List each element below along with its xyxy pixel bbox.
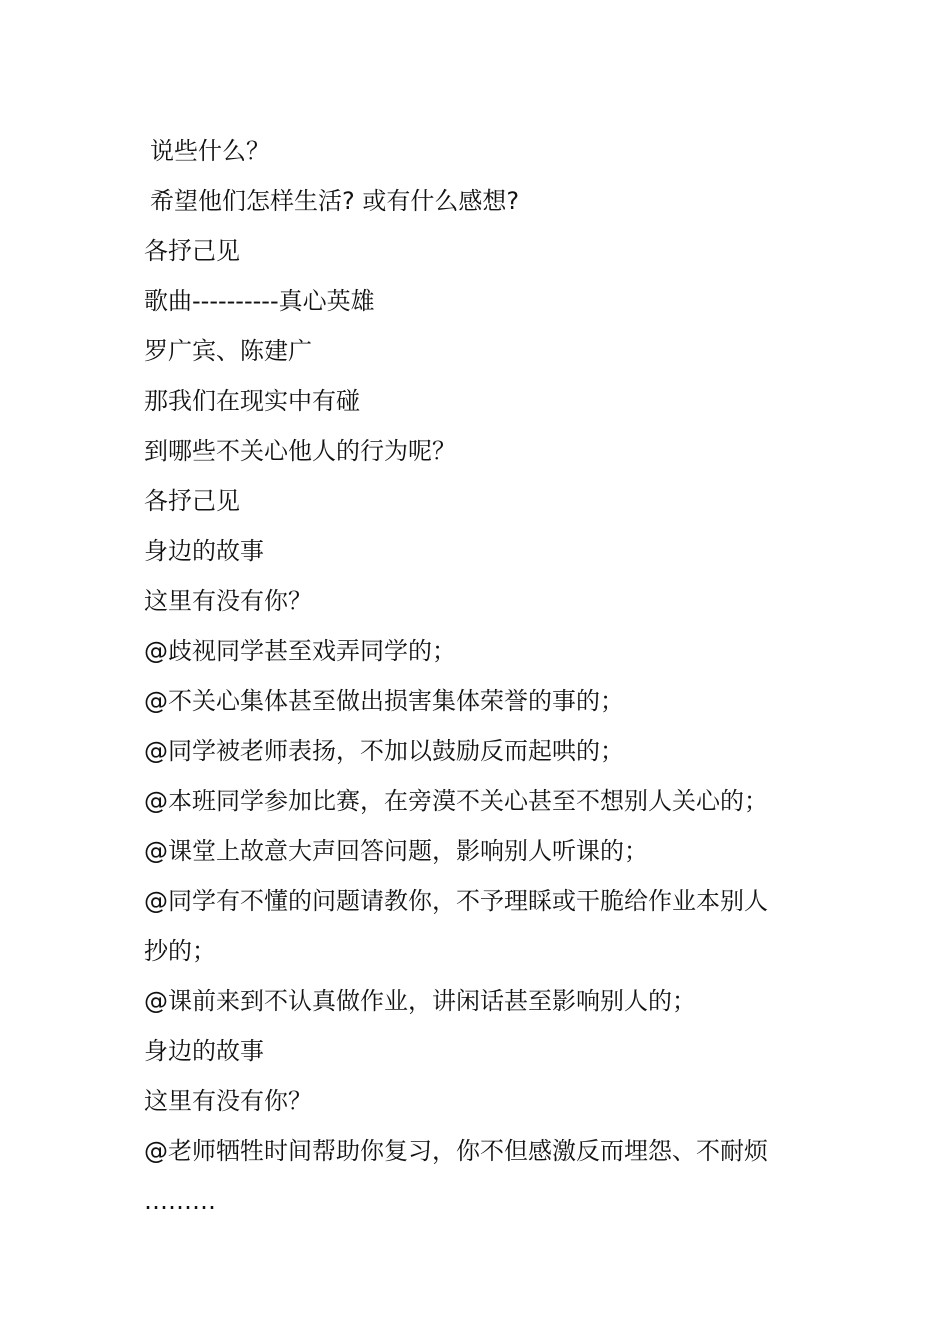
text-line: 罗广宾、陈建广 [144,337,312,365]
document-body [144,126,824,1226]
text-line: 说些什么？ [150,137,270,165]
text-line: 这里有没有你？ [144,587,312,615]
text-line: @不关心集体甚至做出损害集体荣誉的事的； [144,687,624,715]
text-line: 歌曲----------真心英雄 [144,287,375,315]
text-line: 各抒己见 [144,487,240,515]
text-line: 身边的故事 [144,537,264,565]
text-line: 抄的； [144,937,216,965]
text-line: 到哪些不关心他人的行为呢？ [144,437,456,465]
text-line: @课前来到不认真做作业，讲闲话甚至影响别人的； [144,987,696,1015]
text-line: @本班同学参加比赛，在旁漠不关心甚至不想别人关心的； [144,787,768,815]
text-line: 那我们在现实中有碰 [144,387,360,415]
text-line: 各抒己见 [144,237,240,265]
text-line: @同学被老师表扬，不加以鼓励反而起哄的； [144,737,624,765]
text-line: @同学有不懂的问题请教你，不予理睬或干脆给作业本别人 [144,887,768,915]
text-line: 这里有没有你？ [144,1087,312,1115]
text-line: @老师牺牲时间帮助你复习，你不但感激反而埋怨、不耐烦 [144,1137,768,1165]
text-line: ……… [144,1187,216,1215]
text-line: @歧视同学甚至戏弄同学的； [144,637,456,665]
text-line: @课堂上故意大声回答问题，影响别人听课的； [144,837,648,865]
text-line: 希望他们怎样生活? 或有什么感想? [150,187,520,215]
text-line: 身边的故事 [144,1037,264,1065]
